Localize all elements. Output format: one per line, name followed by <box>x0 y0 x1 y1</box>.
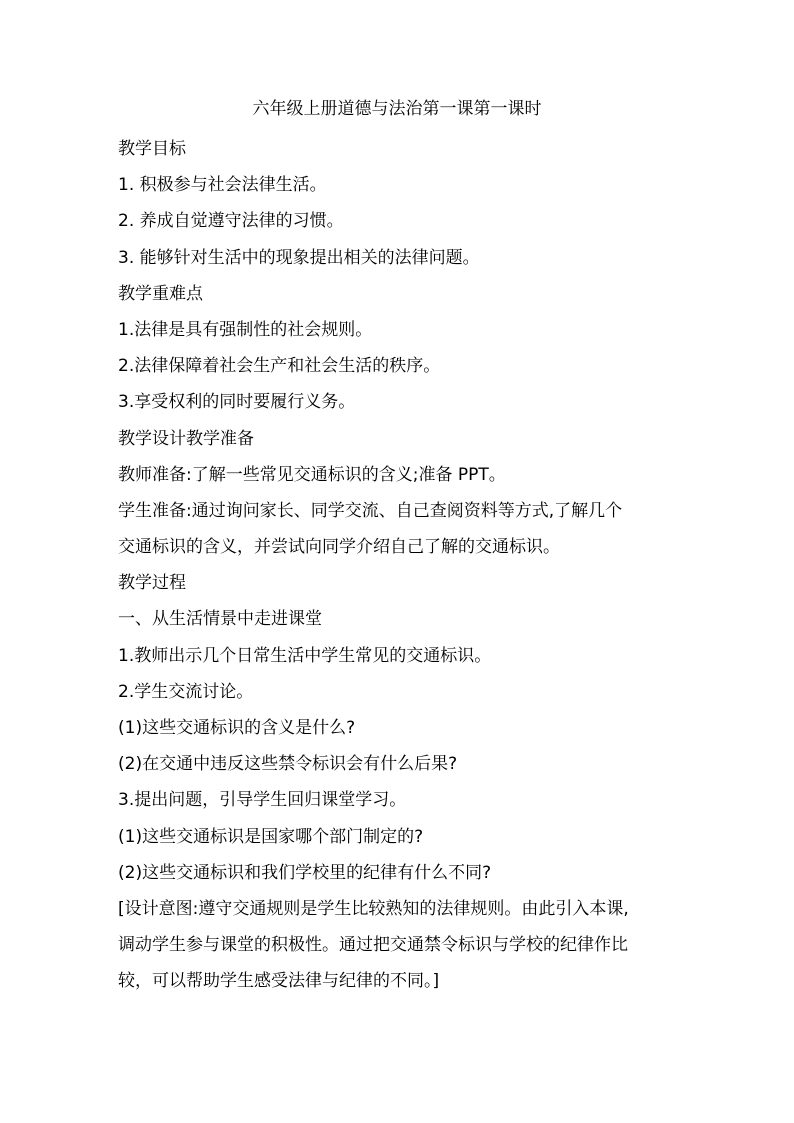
student-preparation-line-2: 交通标识的含义，并尝试向同学介绍自己了解的交通标识。 <box>118 537 560 558</box>
design-intent-line-1: [设计意图:遵守交通规则是学生比较熟知的法律规则。由此引入本课, <box>118 898 629 919</box>
document-body <box>118 131 688 1000</box>
teacher-preparation: 教师准备:了解一些常见交通标识的含义;准备 PPT。 <box>118 464 506 485</box>
process-step-2: 2.学生交流讨论。 <box>118 681 254 702</box>
student-preparation-line-1: 学生准备:通过询问家长、同学交流、自己查阅资料等方式,了解几个 <box>118 500 623 521</box>
key-point-item-1: 1.法律是具有强制性的社会规则。 <box>118 319 373 340</box>
heading-teaching-objectives: 教学目标 <box>118 139 186 159</box>
design-intent-line-3: 较，可以帮助学生感受法律与纪律的不同。] <box>118 971 440 992</box>
process-question-4: (2)这些交通标识和我们学校里的纪律有什么不同? <box>118 862 492 883</box>
process-step-1: 1.教师出示几个日常生活中学生常见的交通标识。 <box>118 645 492 666</box>
key-point-item-3: 3.享受权利的同时要履行义务。 <box>118 392 356 413</box>
heading-key-points: 教学重难点 <box>118 283 203 304</box>
key-point-item-2: 2.法律保障着社会生产和社会生活的秩序。 <box>118 356 441 377</box>
heading-preparation: 教学设计教学准备 <box>118 428 254 449</box>
process-question-2: (2)在交通中违反这些禁令标识会有什么后果? <box>118 754 458 775</box>
design-intent-line-2: 调动学生参与课堂的积极性。通过把交通禁令标识与学校的纪律作比 <box>118 935 628 956</box>
objective-item-2: 2. 养成自觉遵守法律的习惯。 <box>118 211 344 232</box>
process-question-1: (1)这些交通标识的含义是什么? <box>118 718 356 738</box>
heading-teaching-process: 教学过程 <box>118 573 186 594</box>
process-question-3: (1)这些交通标识是国家哪个部门制定的? <box>118 826 424 847</box>
section-heading-1: 一、从生活情景中走进课堂 <box>118 609 322 630</box>
process-step-3: 3.提出问题，引导学生回归课堂学习。 <box>118 790 407 811</box>
objective-item-1: 1. 积极参与社会法律生活。 <box>118 175 327 196</box>
objective-item-3: 3. 能够针对生活中的现象提出相关的法律问题。 <box>118 247 480 268</box>
document-title: 六年级上册道德与法治第一课第一课时 <box>252 99 542 119</box>
